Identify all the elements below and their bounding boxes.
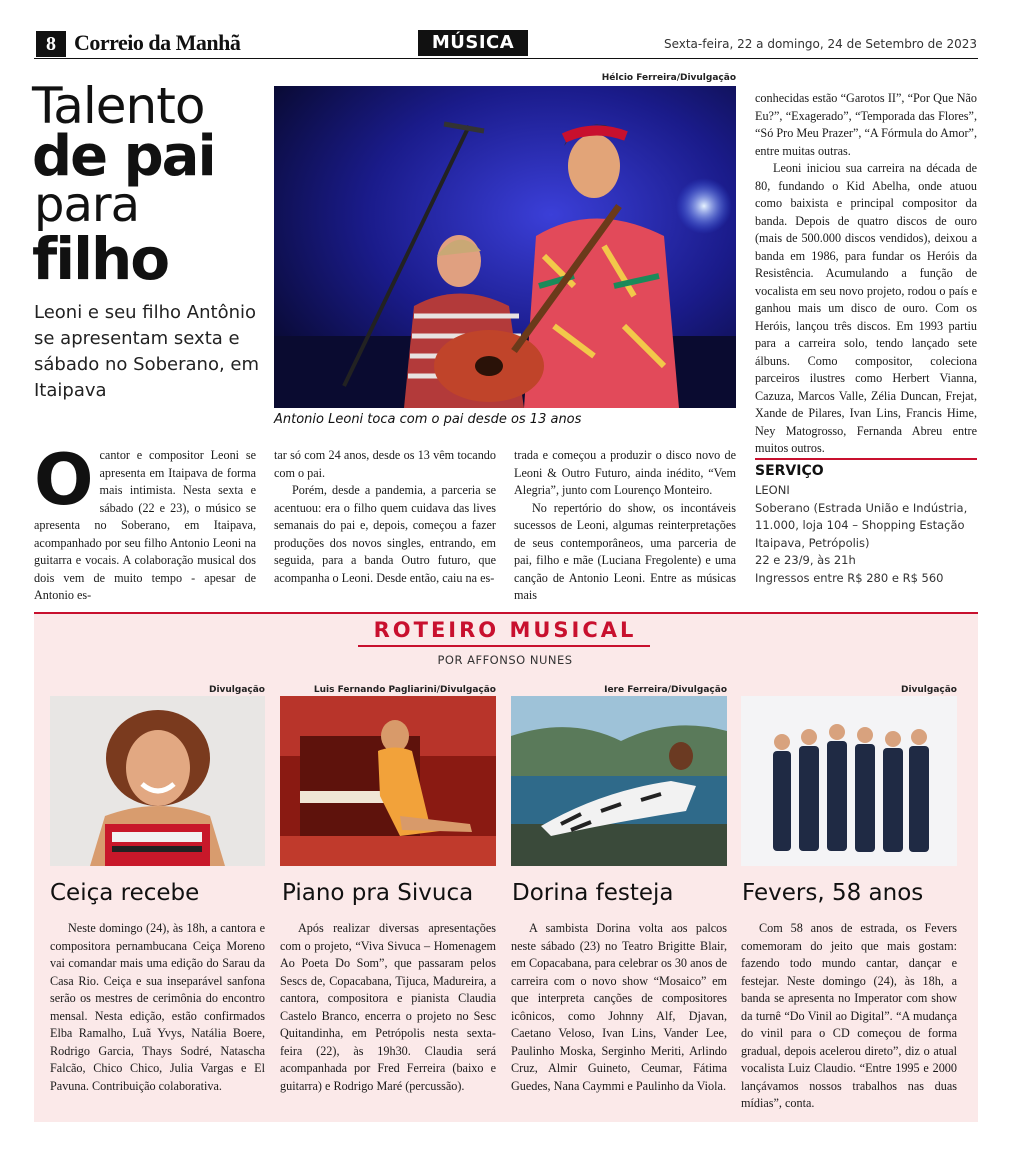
roteiro-item-3-title: Dorina festeja: [512, 880, 674, 906]
ceica-photo-illustration: [50, 696, 265, 866]
servico-tickets: Ingressos entre R$ 280 e R$ 560: [755, 570, 944, 585]
roteiro-item-1-photo: [50, 696, 265, 866]
roteiro-byline: POR AFFONSO NUNES: [437, 653, 573, 667]
article-column-2: [274, 447, 496, 587]
main-photo-caption: Antonio Leoni toca com o pai desde os 13 anos: [274, 412, 582, 427]
article-column-3: [514, 447, 736, 605]
roteiro-item-4-text: Com 58 anos de estrada, os Fevers comemoram do jeito que mais gostam: fazendo todo mundo cantar, dançar e festejar. Neste domingo (24), às 18h, a banda se apresenta no Imperator com show da turnê “Do Vinil ao Digital”. “A mudança do vinil para o CD começou de forma gradual, depois acelerou direto”, diz o atual vocalista Luiz Claudio. “Entre 1995 e 2000 lançávamos nossos trabalhos nas duas mídias”, conta.: [741, 921, 957, 1110]
article-col3-p2: No repertório do show, os incontáveis sucessos de Leoni, algumas reinterpretações de seus contemporâneos, uma parceria de pai, filho e mãe (Luciana Fregolente) e uma canção de Antonio Leoni. Entre as músicas mais: [514, 500, 736, 602]
roteiro-item-2-text: Após realizar diversas apresentações com o projeto, “Viva Sivuca – Homenagem Ao Poeta Do Som”, que passaram pelos Sescs de, Copacabana, Tijuca, Madureira, a cantora, compositora e pianista Claudia Castelo Branco, encerra o projeto no Sesc Quitandinha, em Petrópolis nesta sexta-feira (22), às 19h30. Claudia será acompanhada por Fred Ferreira (baixo e guitarra) e Rodrigo Maré (percussão).: [280, 921, 496, 1093]
headline-line-1: Talento: [32, 77, 205, 135]
article-col4-p2: Leoni iniciou sua carreira na década de 80, fundando o Kid Abelha, onde atuou como baixista e principal compositor da banda. Depois de quatro discos de ouro (mais de 500.000 discos vendidos), deixou a banda em 1986, para fundar os Heróis da Resistência. Acumulando a função de vocalista em seu novo projeto, rodou o país e ganhou mais um disco de ouro. Com os Heróis, lançou três discos. Em 1993 partiu para a carreira solo, tendo lançado sete álbuns. Como compositor, coleciona parceiros ilustres como Herbert Vianna, Cazuza, Marcos Valle, Zélia Duncan, Frejat, Xande de Pilares, Ivan Lins, Francis Hime, Ney Matogrosso, Fernanda Abreu entre muitos outros.: [755, 161, 977, 455]
concert-photo-illustration: [274, 86, 736, 408]
piano-photo-illustration: [280, 696, 496, 866]
servico-box: [755, 482, 977, 587]
dateline: Sexta-feira, 22 a domingo, 24 de Setembro de 2023: [663, 37, 977, 51]
headline-line-3: para: [34, 177, 140, 233]
article-col4-p1: conhecidas estão “Garotos II”, “Por Que Não Eu?”, “Exagerado”, “Temporada das Flores”, “Só Pro Meu Prazer”, “A Fórmula do Amor”, entre muitas outras.: [755, 91, 977, 158]
article-deck: Leoni e seu filho Antônio se apresentam sexta e sábado no Soberano, em Itaipava: [34, 302, 260, 401]
roteiro-item-4-photo: [741, 696, 957, 866]
roteiro-item-4-title: Fevers, 58 anos: [742, 880, 924, 906]
servico-name: LEONI: [755, 483, 790, 497]
masthead: Correio da Manhã: [74, 30, 241, 55]
header-rule: [34, 58, 978, 59]
servico-address: Soberano (Estrada União e Indústria, 11.000, loja 104 – Shopping Estação Itaipava, Petrópolis): [755, 500, 968, 550]
roteiro-item-3-body: [511, 920, 727, 1095]
servico-title: SERVIÇO: [755, 463, 824, 479]
main-photo-credit: Hélcio Ferreira/Divulgação: [601, 73, 736, 83]
article-column-4: [755, 90, 977, 458]
main-photo: [274, 86, 736, 408]
roteiro-item-2-body: [280, 920, 496, 1095]
headline-line-4: filho: [32, 225, 169, 293]
roteiro-item-2-credit: Luis Fernando Pagliarini/Divulgação: [313, 685, 496, 695]
fevers-photo-illustration: [741, 696, 957, 866]
roteiro-item-3-photo: [511, 696, 727, 866]
page-number: 8: [36, 31, 66, 57]
drop-cap: O: [34, 439, 94, 521]
dorina-photo-illustration: [511, 696, 727, 866]
roteiro-item-2-photo: [280, 696, 496, 866]
roteiro-item-4-credit: Divulgação: [900, 685, 957, 695]
article-col2-p1: tar só com 24 anos, desde os 13 vêm tocando com o pai.: [274, 448, 496, 480]
roteiro-item-1-text: Neste domingo (24), às 18h, a cantora e compositora pernambucana Ceiça Moreno vai comandar mais uma edição do Sarau da Casa Rio. Ceiça e sua inseparável sanfona serão os mestres de cerimônia do encontro mensal. Nesta edição, estão confirmados Elba Ramalho, Luã Yvys, Natália Boere, Rodrigo Garcia, Thays Sodré, Natascha Falcão, Chico Chico, Julia Vargas e El Pavuna. Contribuição colaborativa.: [50, 921, 265, 1093]
section-label: MÚSICA: [418, 30, 528, 56]
servico-dates: 22 e 23/9, às 21h: [755, 553, 856, 567]
roteiro-item-1-credit: Divulgação: [208, 685, 265, 695]
roteiro-item-2-title: Piano pra Sivuca: [282, 880, 474, 906]
article-column-1: [34, 439, 256, 605]
headline-line-2: de pai: [32, 124, 215, 189]
roteiro-item-4-body: [741, 920, 957, 1113]
roteiro-item-1-title: Ceiça recebe: [50, 880, 200, 906]
roteiro-title-underline: [358, 645, 650, 647]
roteiro-title: ROTEIRO MUSICAL: [373, 618, 637, 642]
servico-rule: [755, 458, 977, 460]
roteiro-item-3-credit: Iere Ferreira/Divulgação: [604, 685, 727, 695]
roteiro-top-rule: [34, 612, 978, 614]
roteiro-item-3-text: A sambista Dorina volta aos palcos neste sábado (23) no Teatro Brigitte Blair, em Copacabana, para celebrar os 30 anos de carreira com o novo show “Mosaico” em que interpreta canções de compositores icônicos, como Johnny Alf, Djavan, Caetano Veloso, Ivan Lins, Vander Lee, Paulinho Moska, Serginho Meriti, Arlindo Cruz, Almir Guineto, Ceumar, Fátima Guedes, Nana Caymmi e Paulinho da Viola.: [511, 921, 727, 1093]
article-col3-p1: trada e começou a produzir o disco novo de Leoni & Outro Futuro, ainda inédito, “Vem Alegria”, junto com Lourenço Monteiro.: [514, 448, 736, 497]
article-col1-text: cantor e compositor Leoni se apresenta em Itaipava de forma mais intimista. Nesta sexta e sábado (22 e 23), o músico se apresenta no Soberano, em Itaipava, acompanhado por seu filho Antonio Leoni na guitarra e vocais. A colaboração musical dos dois vem de muito tempo - apesar de Antonio es-: [34, 448, 256, 602]
roteiro-item-1-body: [50, 920, 265, 1095]
article-col2-p2: Porém, desde a pandemia, a parceria se acentuou: era o filho quem cuidava das lives semanais do pai e, depois, começou a fazer produções dos novos singles, entrando, em seguida, para a banda Outro futuro, que acompanha o Leoni. Desde então, caiu na es-: [274, 483, 496, 585]
